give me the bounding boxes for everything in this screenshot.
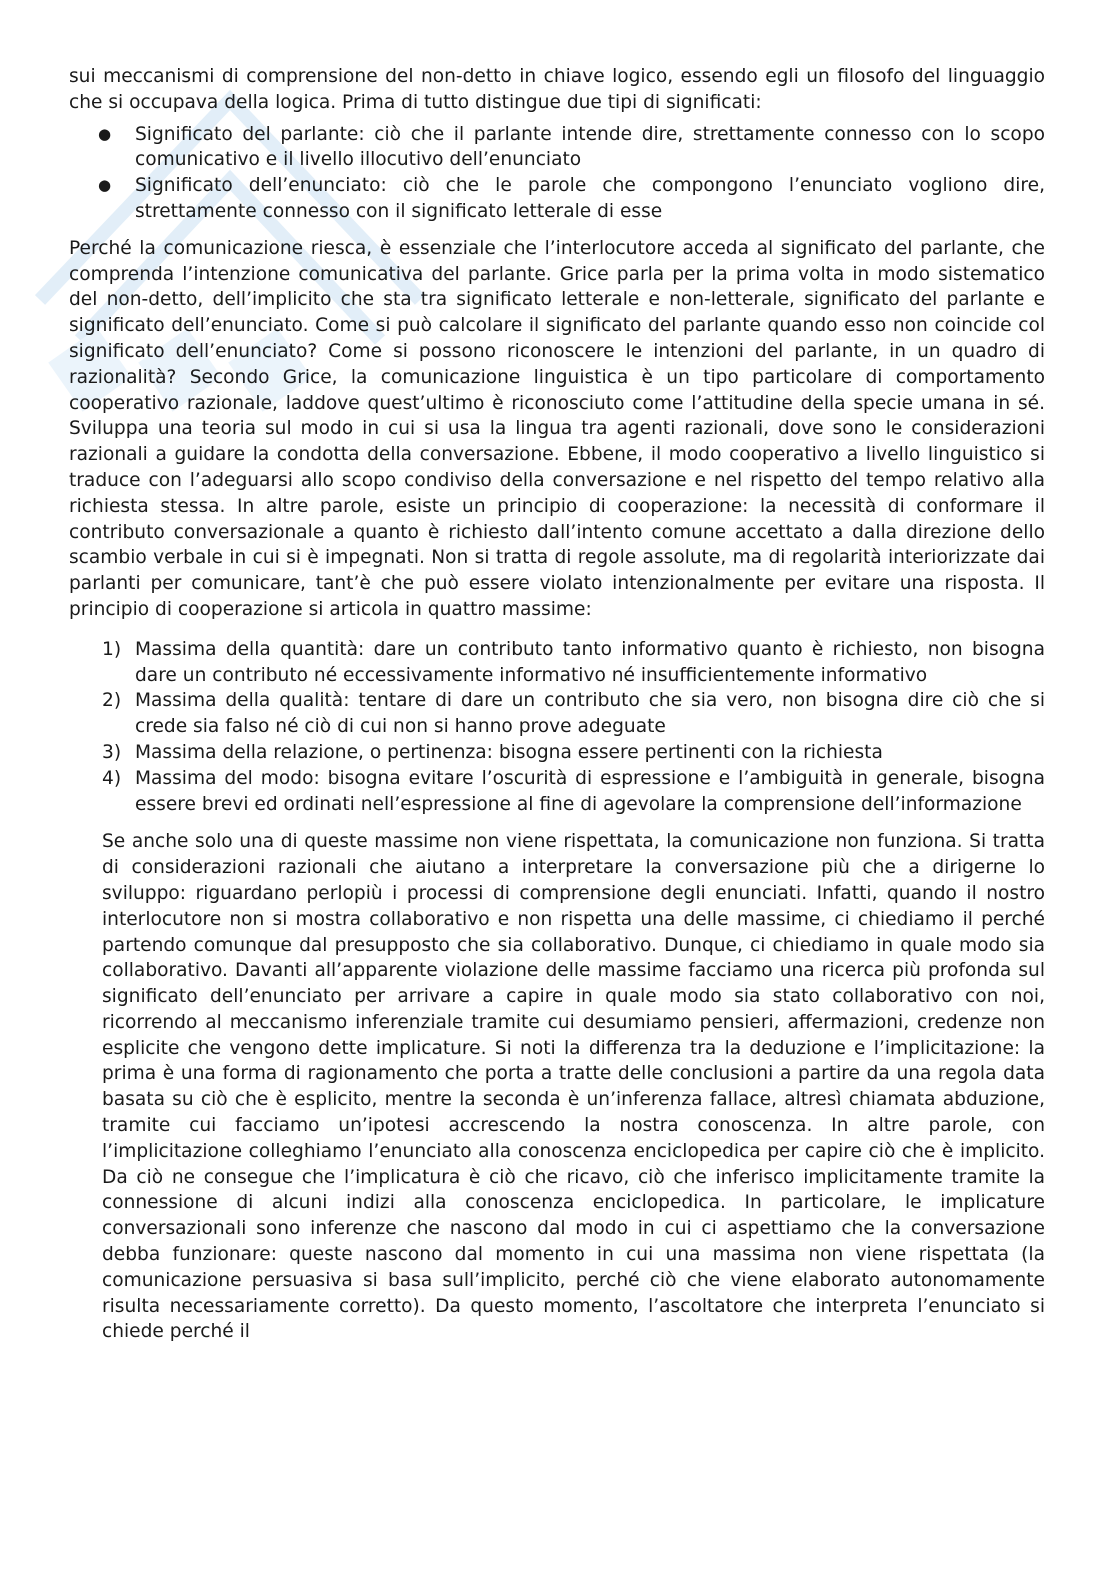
list-item: [69, 122, 1045, 174]
maxims-list: [69, 637, 1045, 818]
list-item-number: 4): [102, 767, 122, 789]
list-item-text: Massima del modo: bisogna evitare l’oscurità di espressione e l’ambiguità in generale, bisogna essere brevi ed ordinati nell’espressione al fine di agevolare la comprensione dell’informazione: [135, 767, 1045, 815]
list-item: [69, 173, 1045, 225]
implicature-paragraph: Se anche solo una di queste massime non viene rispettata, la comunicazione non funziona. Si tratta di considerazioni razionali che aiutano a interpretare la conversazione più che a dirigerne lo sviluppo: riguardano perlopiù i processi di comprensione degli enunciati. Infatti, quando il nostro interlocutore non si mostra collaborativo e non rispetta una delle massime, ci chiediamo il perché partendo comunque dal presupposto che sia collaborativo. Dunque, ci chiediamo in quale modo sia collaborativo. Davanti all’apparente violazione delle massime facciamo una ricerca più profonda sul significato dell’enunciato per arrivare a capire in quale modo sia stato collaborativo con noi, ricorrendo al meccanismo inferenziale tramite cui desumiamo pensieri, affermazioni, credenze non esplicite che vengono dette implicature. Si noti la differenza tra la deduzione e l’implicitazione: la prima è una forma di ragionamento che porta a tratte delle conclusioni a partire da una regola data basata su ciò che è esplicito, mentre la seconda è un’inferenza fallace, altresì chiamata abduzione, tramite cui facciamo un’ipotesi accrescendo la nostra conoscenza. In altre parole, con l’implicitazione colleghiamo l’enunciato alla conoscenza enciclopedica per capire ciò che è implicito. Da ciò ne consegue che l’implicatura è ciò che ricavo, ciò che inferisco implicitamente tramite la connessione di alcuni indizi alla conoscenza enciclopedica. In particolare, le implicature conversazionali sono inferenze che nascono dal modo in cui ci aspettiamo che la conversazione debba funzionare: queste nascono dal momento in cui una massima non viene rispettata (la comunicazione persuasiva si basa sull’implicito, perché ciò che viene elaborato autonomamente risulta necessariamente corretto). Da questo momento, l’ascoltatore che interpreta l’enunciato si chiede perché il: [102, 831, 1045, 1343]
list-item-text: Massima della quantità: dare un contributo tanto informativo quanto è richiesto, non bisogna dare un contributo né eccessivamente informativo né insufficientemente informativo: [135, 638, 1045, 686]
list-item-number: 3): [102, 741, 122, 763]
intro-paragraph: sui meccanismi di comprensione del non-detto in chiave logico, essendo egli un filosofo del linguaggio che si occupava della logica. Prima di tutto distingue due tipi di significati:: [69, 66, 1045, 113]
cooperation-paragraph: Perché la comunicazione riesca, è essenziale che l’interlocutore acceda al significato del parlante, che comprenda l’intenzione comunicativa del parlante. Grice parla per la prima volta in modo sistematico del non-detto, dell’implicito che sta tra significato letterale e non-letterale, significato del parlante e significato dell’enunciato. Come si può calcolare il significato del parlante quando esso non coincide col significato dell’enunciato? Come si possono riconoscere le intenzioni del parlante, in un quadro di razionalità? Secondo Grice, la comunicazione linguistica è un tipo particolare di comportamento cooperativo razionale, laddove quest’ultimo è riconosciuto come l’attitudine della specie umana in sé. Sviluppa una teoria sul modo in cui si usa la lingua tra agenti razionali, dove sono le considerazioni razionali a guidare la condotta della conversazione. Ebbene, il modo cooperativo a livello linguistico si traduce con l’adeguarsi allo scopo condiviso della conversazione e nel rispetto del tempo relativo alla richiesta stessa. In altre parole, esiste un principio di cooperazione: la necessità di conformare il contributo conversazionale a quanto è richiesto dall’intento comune accettato a dalla direzione dello scambio verbale in cui si è impegnati. Non si tratta di regole assolute, ma di regolarità interiorizzate dai parlanti per comunicare, tant’è che può essere violato intenzionalmente per evitare una risposta. Il principio di cooperazione si articola in quattro massime:: [69, 237, 1045, 620]
list-item-text: Significato del parlante: ciò che il parlante intende dire, strettamente connesso con lo scopo comunicativo e il livello illocutivo dell’enunciato: [135, 123, 1045, 171]
bullet-icon: ●: [98, 124, 112, 143]
list-item: [69, 740, 1045, 766]
document-body: [69, 64, 1045, 1345]
list-item: [69, 766, 1045, 818]
list-item-number: 2): [102, 690, 122, 712]
bullet-icon: ●: [98, 176, 112, 195]
list-item-text: Significato dell’enunciato: ciò che le parole che compongono l’enunciato vogliono dire, strettamente connesso con il significato letterale di esse: [135, 175, 1045, 222]
list-item: [69, 637, 1045, 689]
list-item-number: 1): [102, 638, 122, 660]
list-item-text: Massima della relazione, o pertinenza: bisogna essere pertinenti con la richiesta: [135, 741, 883, 763]
meaning-types-list: [69, 122, 1045, 225]
list-item: [69, 688, 1045, 740]
list-item-text: Massima della qualità: tentare di dare un contributo che sia vero, non bisogna dire ciò che si crede sia falso né ciò di cui non si hanno prove adeguate: [135, 690, 1045, 738]
